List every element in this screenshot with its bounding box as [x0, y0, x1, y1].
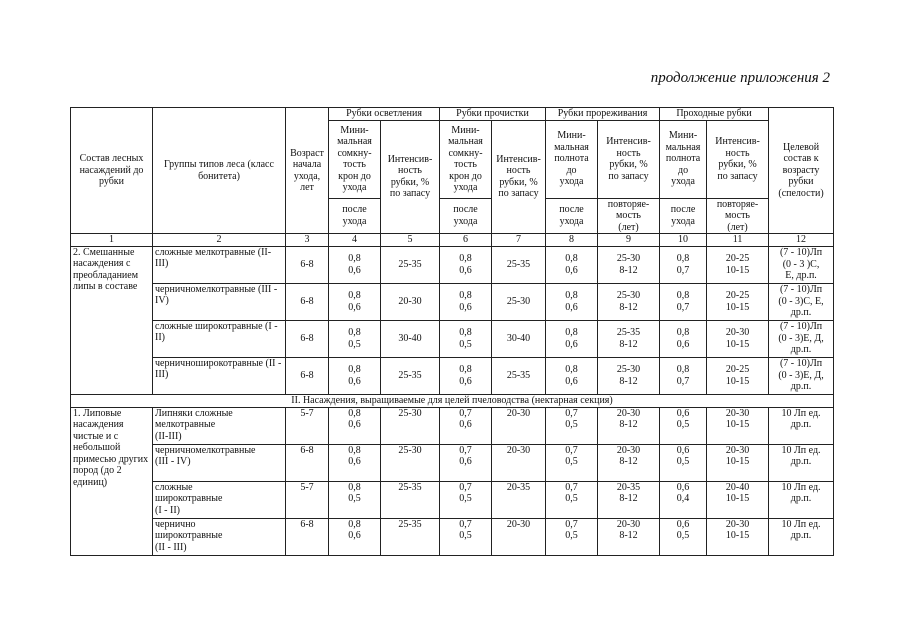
- value-cell: 20-30: [492, 518, 546, 555]
- col-header-min-density: Мини- мальная полнота до ухода: [660, 120, 707, 198]
- col-header-min-density: Мини- мальная полнота до ухода: [546, 120, 598, 198]
- col-header-intensity: Интенсив- ность рубки, % по запасу: [381, 120, 440, 234]
- value-cell: 20-25 10-15: [707, 246, 769, 283]
- value-cell: 20-25 10-15: [707, 357, 769, 394]
- col-header-intensity: Интенсив- ность рубки, % по запасу: [598, 120, 660, 198]
- group-header-osvetlenie: Рубки осветления: [329, 108, 440, 121]
- group-header-prorezhivanie: Рубки прореживания: [546, 108, 660, 121]
- value-cell: 0,8 0,5: [440, 320, 492, 357]
- table-row: [71, 320, 834, 357]
- value-cell: 0,6 0,4: [660, 481, 707, 518]
- value-cell: 0,8 0,7: [660, 357, 707, 394]
- value-cell: 25-35: [381, 246, 440, 283]
- value-cell: 20-25 10-15: [707, 283, 769, 320]
- age-cell: 6-8: [286, 444, 329, 481]
- value-cell: 0,8 0,7: [660, 283, 707, 320]
- age-cell: 6-8: [286, 283, 329, 320]
- table-row: [71, 444, 834, 481]
- value-cell: 20-35: [492, 481, 546, 518]
- target-composition-cell: (7 - 10)Лп (0 - 3 )С, Е, др.п.: [769, 246, 834, 283]
- target-composition-cell: 10 Лп ед. др.п.: [769, 444, 834, 481]
- value-cell: 0,7 0,5: [546, 407, 598, 444]
- value-cell: 0,8 0,6: [546, 320, 598, 357]
- header-row-groups: [71, 108, 834, 121]
- value-cell: 20-35 8-12: [598, 481, 660, 518]
- value-cell: 20-30 8-12: [598, 518, 660, 555]
- value-cell: 25-30 8-12: [598, 357, 660, 394]
- value-cell: 0,8 0,6: [329, 518, 381, 555]
- value-cell: 20-30 8-12: [598, 444, 660, 481]
- forest-type-cell: сложные широкотравные (I - II): [153, 481, 286, 518]
- table-row: [71, 407, 834, 444]
- composition-cell: 1. Липовые насаждения чистые и с небольшой примесью других пород (до 2 единиц): [71, 407, 153, 555]
- value-cell: 0,7 0,6: [440, 444, 492, 481]
- value-cell: 20-30: [492, 407, 546, 444]
- table-row: [71, 518, 834, 555]
- value-cell: 0,8 0,6: [329, 444, 381, 481]
- age-cell: 6-8: [286, 246, 329, 283]
- value-cell: 0,7 0,5: [440, 481, 492, 518]
- column-number: 5: [381, 234, 440, 247]
- value-cell: 0,8 0,6: [440, 283, 492, 320]
- value-cell: 0,6 0,5: [660, 444, 707, 481]
- value-cell: 25-30: [381, 444, 440, 481]
- col-header-after: после ухода: [329, 198, 381, 234]
- value-cell: 0,8 0,6: [546, 357, 598, 394]
- forestry-table: [70, 107, 834, 556]
- col-header-target-composition: Целевой состав к возрасту рубки (спелости): [769, 108, 834, 234]
- forest-type-cell: черничномелкотравные (III - IV): [153, 444, 286, 481]
- column-number: 9: [598, 234, 660, 247]
- forest-type-cell: Липняки сложные мелкотравные (II-III): [153, 407, 286, 444]
- value-cell: 0,8 0,5: [329, 481, 381, 518]
- value-cell: 25-35: [381, 481, 440, 518]
- group-header-prochistka: Рубки прочистки: [440, 108, 546, 121]
- forest-type-cell: черничноширокотравные (II - III): [153, 357, 286, 394]
- value-cell: 0,7 0,6: [440, 407, 492, 444]
- col-header-start-age: Возраст начала ухода, лет: [286, 108, 329, 234]
- column-number: 7: [492, 234, 546, 247]
- value-cell: 20-30: [492, 444, 546, 481]
- value-cell: 20-30 10-15: [707, 518, 769, 555]
- target-composition-cell: 10 Лп ед. др.п.: [769, 481, 834, 518]
- col-header-after: после ухода: [546, 198, 598, 234]
- forest-type-cell: сложные широкотравные (I - II): [153, 320, 286, 357]
- section-heading: II. Насаждения, выращиваемые для целей пчеловодства (нектарная секция): [71, 394, 834, 407]
- target-composition-cell: (7 - 10)Лп (0 - 3)Е, Д, др.п.: [769, 357, 834, 394]
- value-cell: 0,8 0,6: [660, 320, 707, 357]
- page-title: продолжение приложения 2: [650, 70, 830, 86]
- value-cell: 25-30 8-12: [598, 246, 660, 283]
- column-number: 12: [769, 234, 834, 247]
- value-cell: 25-30: [381, 407, 440, 444]
- col-header-min-crown: Мини- мальная сомкну- тость крон до ухода: [329, 120, 381, 198]
- column-number: 6: [440, 234, 492, 247]
- value-cell: 25-35 8-12: [598, 320, 660, 357]
- value-cell: 0,7 0,5: [546, 444, 598, 481]
- column-numbers-row: [71, 234, 834, 247]
- age-cell: 6-8: [286, 357, 329, 394]
- col-header-repeat: повторяе- мость (лет): [598, 198, 660, 234]
- col-header-forest-types: Группы типов леса (класс бонитета): [153, 108, 286, 234]
- value-cell: 0,8 0,6: [440, 246, 492, 283]
- age-cell: 6-8: [286, 320, 329, 357]
- col-header-min-crown: Мини- мальная сомкну- тость крон до ухода: [440, 120, 492, 198]
- value-cell: 20-40 10-15: [707, 481, 769, 518]
- column-number: 3: [286, 234, 329, 247]
- value-cell: 25-35: [381, 357, 440, 394]
- column-number: 10: [660, 234, 707, 247]
- col-header-after: после ухода: [660, 198, 707, 234]
- composition-cell: 2. Смешанные насаждения с преобладанием липы в составе: [71, 246, 153, 394]
- value-cell: 0,7 0,5: [546, 481, 598, 518]
- value-cell: 20-30: [381, 283, 440, 320]
- col-header-after: после ухода: [440, 198, 492, 234]
- target-composition-cell: (7 - 10)Лп (0 - 3)Е, Д, др.п.: [769, 320, 834, 357]
- target-composition-cell: 10 Лп ед. др.п.: [769, 407, 834, 444]
- value-cell: 0,8 0,6: [546, 246, 598, 283]
- value-cell: 0,7 0,5: [546, 518, 598, 555]
- age-cell: 5-7: [286, 407, 329, 444]
- column-number: 4: [329, 234, 381, 247]
- column-number: 1: [71, 234, 153, 247]
- section-heading-row: [71, 394, 834, 407]
- value-cell: 20-30 10-15: [707, 407, 769, 444]
- age-cell: 6-8: [286, 518, 329, 555]
- table-row: [71, 481, 834, 518]
- forest-type-cell: чернично широкотравные (II - III): [153, 518, 286, 555]
- value-cell: 25-35: [492, 357, 546, 394]
- value-cell: 25-35: [381, 518, 440, 555]
- value-cell: 0,8 0,6: [329, 246, 381, 283]
- age-cell: 5-7: [286, 481, 329, 518]
- table-row: [71, 283, 834, 320]
- col-header-intensity: Интенсив- ность рубки, % по запасу: [492, 120, 546, 234]
- table-row: [71, 357, 834, 394]
- value-cell: 0,8 0,5: [329, 320, 381, 357]
- table-row: [71, 246, 834, 283]
- value-cell: 0,6 0,5: [660, 518, 707, 555]
- value-cell: 0,8 0,6: [329, 283, 381, 320]
- value-cell: 20-30 10-15: [707, 444, 769, 481]
- value-cell: 0,8 0,6: [440, 357, 492, 394]
- forest-type-cell: черничномелкотравные (III - IV): [153, 283, 286, 320]
- value-cell: 25-35: [492, 246, 546, 283]
- target-composition-cell: (7 - 10)Лп (0 - 3)С, Е, др.п.: [769, 283, 834, 320]
- col-header-repeat: повторяе- мость (лет): [707, 198, 769, 234]
- value-cell: 25-30: [492, 283, 546, 320]
- value-cell: 0,7 0,5: [440, 518, 492, 555]
- value-cell: 0,8 0,6: [329, 357, 381, 394]
- column-number: 2: [153, 234, 286, 247]
- value-cell: 25-30 8-12: [598, 283, 660, 320]
- value-cell: 20-30 10-15: [707, 320, 769, 357]
- target-composition-cell: 10 Лп ед. др.п.: [769, 518, 834, 555]
- value-cell: 0,8 0,7: [660, 246, 707, 283]
- value-cell: 30-40: [492, 320, 546, 357]
- col-header-composition: Состав лесных насаждений до рубки: [71, 108, 153, 234]
- value-cell: 0,8 0,6: [546, 283, 598, 320]
- column-number: 8: [546, 234, 598, 247]
- value-cell: 30-40: [381, 320, 440, 357]
- col-header-intensity: Интенсив- ность рубки, % по запасу: [707, 120, 769, 198]
- column-number: 11: [707, 234, 769, 247]
- forest-type-cell: сложные мелкотравные (II-III): [153, 246, 286, 283]
- value-cell: 0,8 0,6: [329, 407, 381, 444]
- value-cell: 0,6 0,5: [660, 407, 707, 444]
- group-header-prokhodnye: Проходные рубки: [660, 108, 769, 121]
- value-cell: 20-30 8-12: [598, 407, 660, 444]
